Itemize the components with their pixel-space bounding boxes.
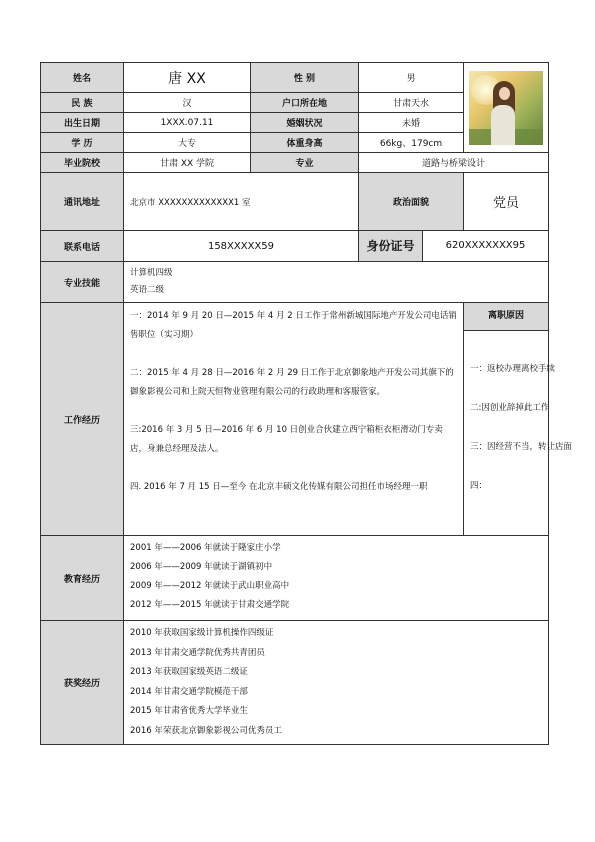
list-item: 四. 2016 年 7 月 15 日—至今 在北京丰硕文化传媒有限公司担任市场经理一职 — [130, 482, 428, 492]
skills-label: 专业技能 — [41, 262, 124, 303]
reason-label: 离职原因 — [464, 303, 548, 331]
list-item: 三:2016 年 3 月 5 日—2016 年 6 月 10 日创业合伙建立西宁箱柜衣柜滑动门专卖店，身兼总经理及法人。 — [130, 425, 443, 454]
profile-photo-icon — [469, 71, 543, 145]
list-item: 2010 年获取国家级计算机操作四级证 — [130, 628, 274, 638]
list-item: 2009 年——2012 年就读于武山职业高中 — [130, 581, 290, 591]
education-value: 大专 — [124, 133, 251, 153]
edu-list — [124, 536, 549, 621]
resume-table — [40, 62, 573, 745]
education-label: 学 历 — [41, 133, 124, 153]
marital-value: 未婚 — [359, 113, 464, 133]
major-label: 专业 — [251, 153, 359, 173]
id-cell — [359, 231, 549, 262]
edu-label: 教育经历 — [41, 536, 124, 621]
skills-list — [124, 262, 549, 303]
school-value: 甘肃 XX 学院 — [124, 153, 251, 173]
gender-value: 男 — [359, 63, 464, 93]
list-item: 英语二级 — [130, 285, 165, 295]
list-item: 计算机四级 — [130, 268, 173, 278]
list-item: 2012 年——2015 年就读于甘肃交通学院 — [130, 600, 290, 610]
marital-label: 婚姻状况 — [251, 113, 359, 133]
list-item: 三：因经营不当，转让店面 — [470, 442, 573, 452]
list-item: 2016 年荣获北京御象影视公司优秀员工 — [130, 725, 282, 736]
body-label: 体重身高 — [251, 133, 359, 153]
name-label: 姓名 — [41, 63, 124, 93]
list-item: 2013 年获取国家级英语二级证 — [130, 667, 248, 677]
awards-label: 获奖经历 — [41, 621, 124, 745]
politics-label: 政治面貌 — [359, 173, 464, 231]
reason-cell — [464, 303, 573, 536]
id-label: 身份证号 — [359, 231, 423, 261]
work-list — [124, 303, 464, 536]
list-item: 一：返校办理离校手续 — [470, 364, 556, 374]
list-item: 二：2015 年 4 月 28 日—2016 年 2 月 29 日工作于北京御象地产开发公司其旗下的御象影视公司和上院天恒物业管理有限公司的行政助理和客服管家。 — [130, 368, 454, 397]
politics-value: 党员 — [464, 173, 549, 231]
awards-list — [124, 621, 549, 745]
id-value: 620XXXXXXX95 — [445, 240, 526, 251]
list-item: 2013 年甘肃交通学院优秀共青团员 — [130, 647, 265, 658]
work-label: 工作经历 — [41, 303, 124, 536]
birth-value: 1XXX.07.11 — [124, 113, 251, 133]
list-item: 四： — [470, 481, 488, 491]
address-label: 通讯地址 — [41, 173, 124, 231]
major-value: 道路与桥梁设计 — [359, 153, 549, 173]
address-value: 北京市 XXXXXXXXXXXXX1 室 — [124, 173, 359, 231]
list-item: 2001 年——2006 年就读于隆家庄小学 — [130, 543, 281, 553]
list-item: 2015 年甘肃省优秀大学毕业生 — [130, 706, 248, 716]
hukou-value: 甘肃天水 — [359, 93, 464, 113]
list-item: 2014 年甘肃交通学院模范干部 — [130, 686, 248, 697]
ethnicity-label: 民 族 — [41, 93, 124, 113]
gender-label: 性 别 — [251, 63, 359, 93]
photo-cell — [464, 63, 549, 153]
phone-label: 联系电话 — [41, 231, 124, 262]
birth-label: 出生日期 — [41, 113, 124, 133]
list-item: 一：2014 年 9 月 20 日—2015 年 4 月 2 日工作于常州新城国际地产开发公司电话销售职位（实习期） — [130, 311, 457, 340]
body-value: 66kg、179cm — [359, 133, 464, 153]
ethnicity-value: 汉 — [124, 93, 251, 113]
phone-value: 158XXXXX59 — [124, 231, 359, 262]
name-value: 唐 XX — [124, 63, 251, 93]
school-label: 毕业院校 — [41, 153, 124, 173]
reason-list — [464, 350, 573, 506]
list-item: 2006 年——2009 年就读于湖镇初中 — [130, 562, 273, 572]
list-item: 二:因创业辞掉此工作 — [470, 403, 550, 413]
hukou-label: 户口所在地 — [251, 93, 359, 113]
